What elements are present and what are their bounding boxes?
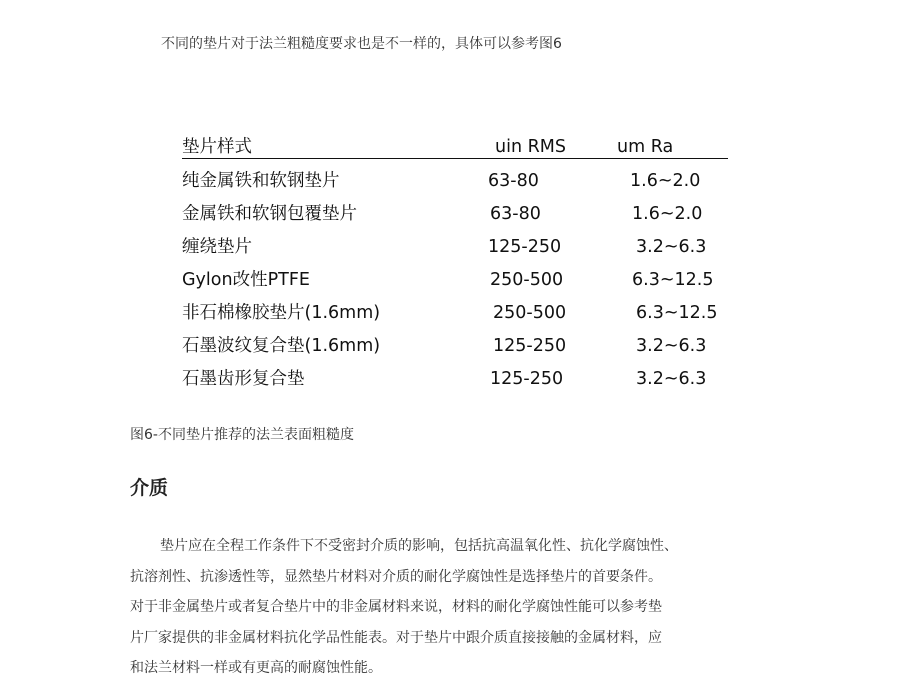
cell-um-ra: 1.6~2.0 (630, 171, 701, 191)
table-row (182, 335, 728, 357)
table-row (182, 302, 728, 324)
header-um-ra: um Ra (617, 137, 674, 157)
header-gasket-style: 垫片样式 (182, 137, 252, 157)
cell-gasket-style: 纯金属铁和软钢垫片 (182, 171, 340, 191)
cell-uin-rms: 63-80 (488, 171, 539, 191)
cell-um-ra: 6.3~12.5 (636, 303, 718, 323)
table-row (182, 236, 728, 258)
table-row (182, 368, 728, 390)
intro-text: 不同的垫片对于法兰粗糙度要求也是不一样的，具体可以参考图6 (161, 36, 562, 52)
cell-gasket-style: 石墨波纹复合垫(1.6mm) (182, 336, 381, 356)
section-heading: 介质 (130, 477, 169, 499)
header-uin-rms: uin RMS (495, 137, 566, 157)
cell-gasket-style: Gylon改性PTFE (182, 270, 310, 290)
cell-gasket-style: 非石棉橡胶垫片(1.6mm) (182, 303, 381, 323)
cell-um-ra: 3.2~6.3 (636, 237, 707, 257)
cell-uin-rms: 250-500 (493, 303, 567, 323)
cell-uin-rms: 63-80 (490, 204, 541, 224)
cell-gasket-style: 金属铁和软钢包覆垫片 (182, 204, 357, 224)
cell-uin-rms: 125-250 (490, 369, 564, 389)
figure-caption: 图6-不同垫片推荐的法兰表面粗糙度 (130, 427, 354, 443)
cell-uin-rms: 125-250 (488, 237, 562, 257)
table-row (182, 269, 728, 291)
paragraph-line: 片厂家提供的非金属材料抗化学品性能表。对于垫片中跟介质直接接触的金属材料，应 (130, 629, 662, 646)
cell-gasket-style: 缠绕垫片 (182, 237, 252, 257)
gasket-roughness-table (182, 136, 728, 389)
paragraph-line: 垫片应在全程工作条件下不受密封介质的影响，包括抗高温氧化性、抗化学腐蚀性、 (160, 538, 678, 554)
cell-um-ra: 6.3~12.5 (632, 270, 714, 290)
paragraph-line: 对于非金属垫片或者复合垫片中的非金属材料来说，材料的耐化学腐蚀性能可以参考垫 (130, 599, 662, 615)
paragraph-line: 抗溶剂性、抗渗透性等，显然垫片材料对介质的耐化学腐蚀性是选择垫片的首要条件。 (130, 568, 662, 585)
table-row (182, 170, 728, 192)
cell-gasket-style: 石墨齿形复合垫 (182, 369, 305, 389)
paragraph-line: 和法兰材料一样或有更高的耐腐蚀性能。 (130, 660, 382, 676)
table-row (182, 203, 728, 225)
cell-um-ra: 1.6~2.0 (632, 204, 703, 224)
table-header-row (182, 136, 728, 159)
body-paragraph (130, 531, 780, 684)
cell-um-ra: 3.2~6.3 (636, 369, 707, 389)
cell-uin-rms: 250-500 (490, 270, 564, 290)
cell-uin-rms: 125-250 (493, 336, 567, 356)
cell-um-ra: 3.2~6.3 (636, 336, 707, 356)
